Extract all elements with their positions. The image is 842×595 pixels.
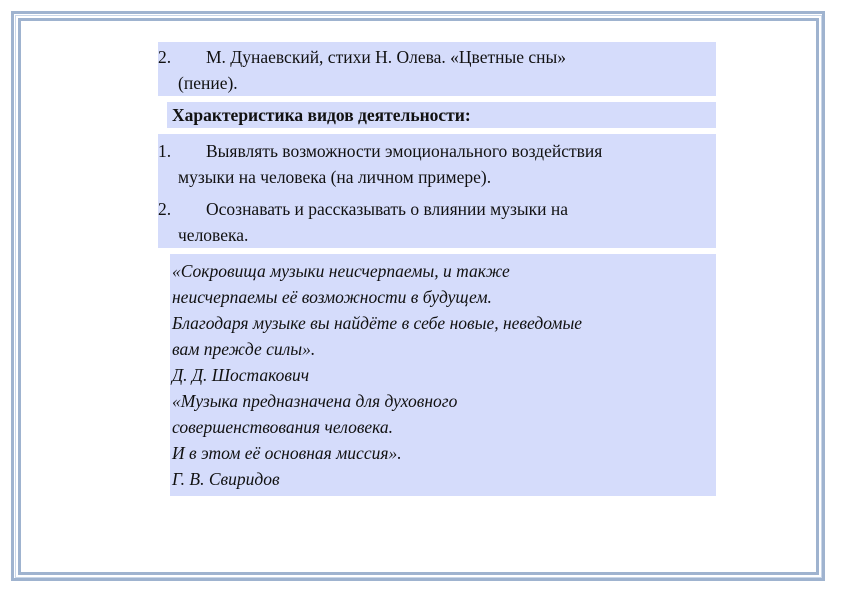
slide-content (158, 42, 716, 496)
list-item-continuation (158, 70, 716, 96)
quotes-block (170, 254, 716, 496)
list-item-number: 1. (158, 141, 172, 161)
list-item-text-line2: человека. (178, 225, 249, 245)
list-item (158, 44, 716, 70)
list-item-text-line2: музыки на человека (на личном примере). (178, 167, 492, 187)
quote-line: совершенствования человека. (172, 417, 394, 437)
quote-author: Д. Д. Шостакович (172, 365, 310, 385)
list-item-text-line1: Осознавать и рассказывать о влиянии музыки на (206, 199, 569, 219)
quote-line: И в этом её основная миссия». (172, 443, 402, 463)
quote-line: «Музыка предназначена для духовного (172, 391, 458, 411)
list-item-text-line2: (пение). (178, 73, 238, 93)
list-item-number: 2. (158, 47, 172, 67)
list-item (158, 134, 716, 164)
song-list (158, 42, 716, 96)
section-heading: Характеристика видов деятельности: (167, 102, 716, 128)
list-item-number: 2. (158, 199, 172, 219)
quote-line: Благодаря музыке вы найдёте в себе новые, неведомые (172, 313, 583, 333)
quote-line: неисчерпаемы её возможности в будущем. (172, 287, 492, 307)
list-item-continuation (158, 222, 716, 248)
activities-list (158, 134, 716, 248)
list-item-text-line1: Выявлять возможности эмоционального воздействия (206, 141, 603, 161)
list-item-continuation (158, 164, 716, 190)
list-item (158, 190, 716, 222)
list-item-text-line1: М. Дунаевский, стихи Н. Олева. «Цветные сны» (206, 47, 567, 67)
quote-author: Г. В. Свиридов (172, 469, 280, 489)
quote-line: вам прежде силы». (172, 339, 316, 359)
quote-line: «Сокровища музыки неисчерпаемы, и также (172, 261, 510, 281)
